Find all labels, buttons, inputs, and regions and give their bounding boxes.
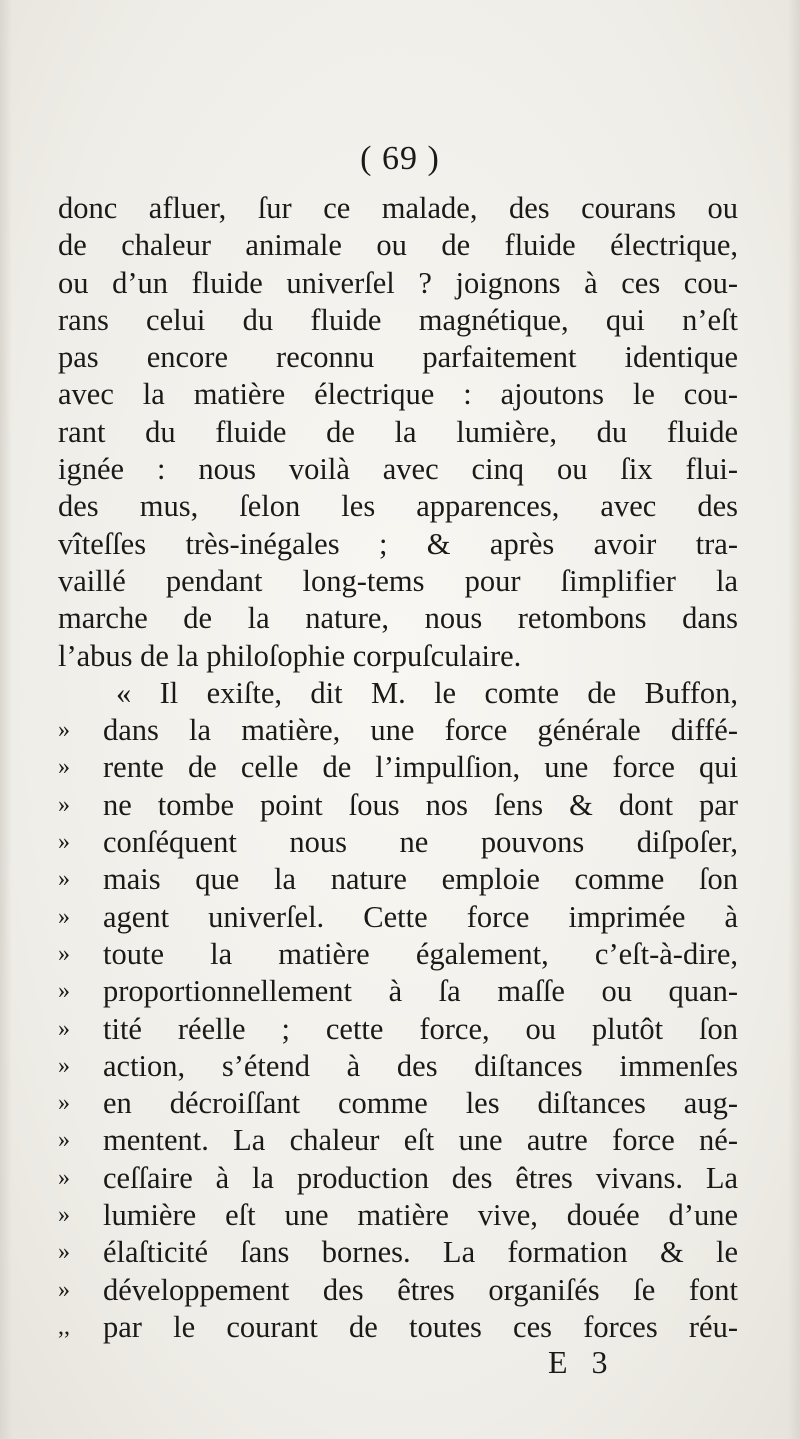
text-line: pas encore reconnu parfaitement identique [58, 340, 738, 375]
quote-mark: » [58, 717, 70, 744]
quote-line [58, 1011, 738, 1048]
quote-text: rente de celle de l’impulſion, une force qui [103, 750, 738, 785]
quote-line [58, 749, 738, 786]
quote-line [58, 787, 738, 824]
quote-mark: » [58, 1127, 70, 1154]
quote-text: en décroiſſant comme les diſtances aug- [103, 1086, 738, 1121]
quote-mark: » [58, 1276, 70, 1303]
text-line: marche de la nature, nous retombons dans [58, 601, 738, 636]
text-line: vîteſſes très-inégales ; & après avoir tra- [58, 526, 738, 561]
quote-text: ceſſaire à la production des êtres vivans. La [103, 1160, 738, 1195]
quote-text: action, s’étend à des diſtances immenſes [103, 1048, 738, 1083]
quote-text: conſéquent nous ne pouvons diſpoſer, [103, 825, 738, 860]
text-line: de chaleur animale ou de fluide électrique, [58, 228, 738, 263]
quote-mark: » [58, 1164, 70, 1191]
quote-text: agent univerſel. Cette force imprimée à [103, 899, 738, 934]
text-line: donc afluer, ſur ce malade, des courans ou [58, 191, 738, 225]
left-page-edge [0, 0, 12, 1439]
quote-text: lumière eſt une matière vive, douée d’une [103, 1198, 738, 1233]
body-text [58, 190, 738, 1346]
quote-text: mais que la nature emploie comme ſon [103, 862, 738, 897]
quote-line [58, 1234, 738, 1271]
quote-opening-line: « Il exiſte, dit M. le comte de Buffon, [116, 675, 738, 710]
quote-text: mentent. La chaleur eſt une autre force né- [103, 1123, 738, 1158]
quote-text: toute la matière également, c’eſt-à-dire, [103, 936, 738, 971]
text-line: ignée : nous voilà avec cinq ou ſix flui- [58, 452, 738, 487]
quote-mark: » [58, 903, 70, 930]
quote-text: ne tombe point ſous nos ſens & dont par [103, 787, 738, 822]
quote-line [58, 1160, 738, 1197]
quote-line [58, 936, 738, 973]
quote-text: tité réelle ; cette force, ou plutôt ſon [103, 1011, 738, 1046]
quote-mark: » [58, 940, 70, 967]
quote-mark: » [58, 978, 70, 1005]
text-line: l’abus de la philoſophie corpuſculaire. [58, 638, 522, 673]
quote-line [58, 824, 738, 861]
quote-line [58, 1048, 738, 1085]
quote-mark: » [58, 754, 70, 781]
quote-mark: » [58, 1052, 70, 1079]
quote-line [58, 1309, 738, 1346]
quote-text: élaſticité ſans bornes. La formation & le [103, 1235, 738, 1270]
quote-mark: » [58, 829, 70, 856]
text-line: rans celui du fluide magnétique, qui n’eſt [58, 302, 738, 337]
quote-mark: » [58, 1015, 70, 1042]
quote-mark: » [58, 866, 70, 893]
quote-mark: » [58, 1202, 70, 1229]
quote-mark: » [58, 1239, 70, 1266]
quote-mark: ,, [58, 1313, 70, 1340]
right-page-edge [788, 0, 800, 1439]
quote-line [58, 1272, 738, 1309]
quote-text: développement des êtres organiſés ſe font [103, 1272, 738, 1307]
text-line: rant du fluide de la lumière, du fluide [58, 414, 738, 449]
text-line: ou d’un fluide univerſel ? joignons à ces cou- [58, 265, 738, 300]
quote-text: dans la matière, une force générale diffé- [103, 713, 738, 748]
text-line: vaillé pendant long-tems pour ſimplifier la [58, 563, 738, 598]
signature-mark: E 3 [548, 1344, 616, 1380]
text-line: des mus, ſelon les apparences, avec des [58, 489, 738, 524]
quote-text: proportionnellement à ſa maſſe ou quan- [103, 974, 738, 1009]
quote-line [58, 1085, 738, 1122]
quote-line [58, 899, 738, 936]
quote-mark: » [58, 1090, 70, 1117]
page-number: ( 69 ) [360, 140, 440, 177]
quote-text: par le courant de toutes ces forces réu- [103, 1309, 738, 1344]
quote-line [58, 1122, 738, 1159]
quote-mark: » [58, 791, 70, 818]
quote-line [58, 861, 738, 898]
quote-line [58, 712, 738, 749]
text-line: avec la matière électrique : ajoutons le cou- [58, 377, 738, 412]
quote-line [58, 1197, 738, 1234]
quote-line [58, 973, 738, 1010]
